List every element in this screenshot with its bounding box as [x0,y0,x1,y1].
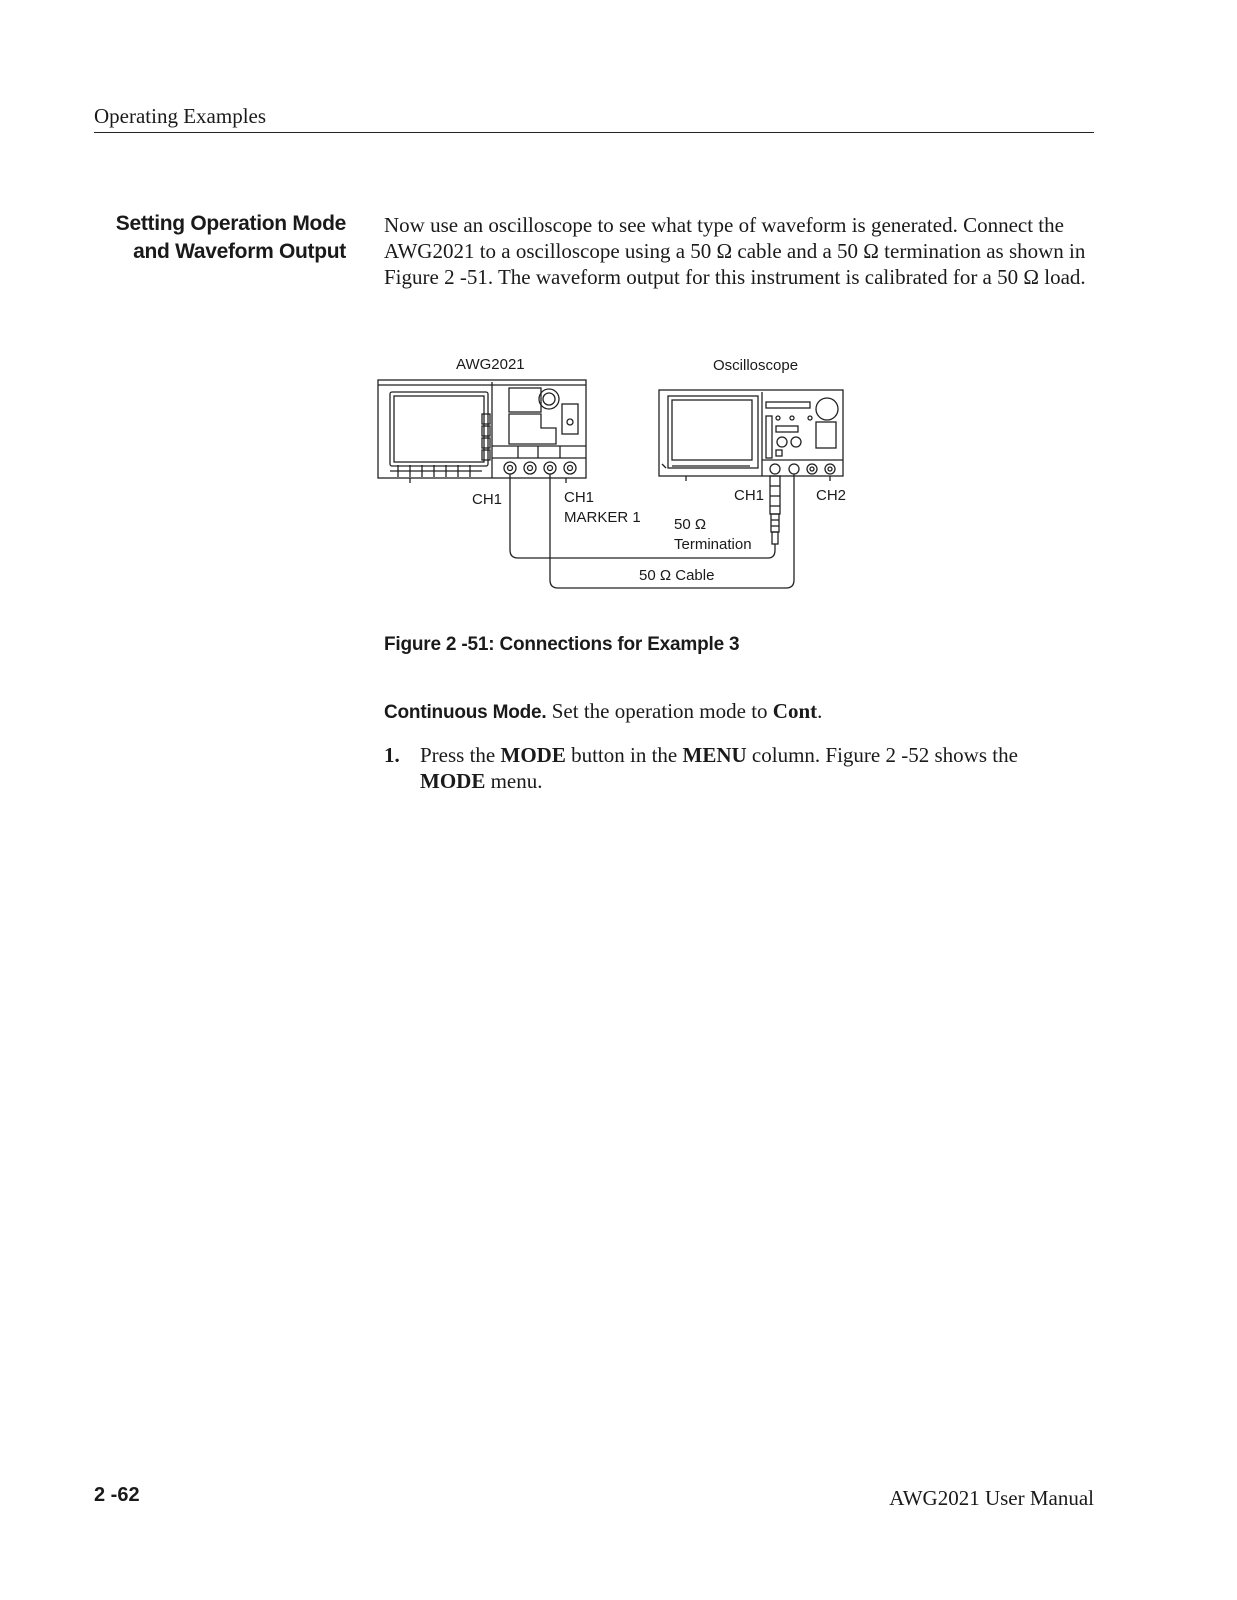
awg-ch1-label: CH1 [472,491,503,508]
section-heading [94,210,346,266]
connection-diagram [370,348,870,608]
step-text-part: button in the [565,743,683,767]
intro-paragraph: Now use an oscilloscope to see what type of waveform is generated. Connect the AWG2021 to a oscilloscope using a 50 Ω cable and a 50 Ω termination as shown in Figure 2 -51. The waveform output for this instrument is calibrated for a 50 Ω load. [384,213,1086,289]
page-number: 2 -62 [94,1484,140,1506]
termination-drawing [770,476,780,544]
continuous-mode-text: Set the operation mode to [546,699,773,723]
termination-label-line-2: Termination [674,536,752,553]
scope-ch2-label: CH2 [816,487,847,504]
mode-button-term: MODE [500,743,566,767]
oscilloscope-instrument-drawing [659,390,843,481]
step-text-part: column. Figure 2 -52 shows the [746,743,1018,767]
awg2021-instrument-drawing [378,380,586,483]
section-heading-line-1: Setting Operation Mode [115,212,346,235]
step-text [420,742,1070,794]
mode-menu-term: MODE [420,769,486,793]
continuous-mode-runin: Continuous Mode. [384,702,547,723]
scope-ch1-label: CH1 [734,487,765,504]
menu-column-term: MENU [682,743,747,767]
oscilloscope-label: Oscilloscope [713,357,799,374]
header-rule [94,132,1094,133]
list-item [384,742,1104,794]
step-text-part: Press the [420,743,501,767]
continuous-mode-end: . [817,699,823,723]
running-header: Operating Examples [94,104,267,128]
manual-title: AWG2021 User Manual [889,1486,1094,1510]
section-heading-line-2: and Waveform Output [133,240,346,263]
cable-label: 50 Ω Cable [639,567,715,584]
termination-label-line-1: 50 Ω [674,516,707,533]
awg2021-label: AWG2021 [456,356,525,373]
awg-ch1-marker-label-line-2: MARKER 1 [564,509,641,526]
step-list [384,742,1104,794]
step-number: 1. [384,743,400,767]
step-text-part: menu. [485,769,543,793]
figure-caption: Figure 2 -51: Connections for Example 3 [384,634,740,655]
cont-term: Cont [772,699,818,723]
awg-ch1-marker-label-line-1: CH1 [564,489,595,506]
continuous-mode-paragraph [384,698,1104,726]
